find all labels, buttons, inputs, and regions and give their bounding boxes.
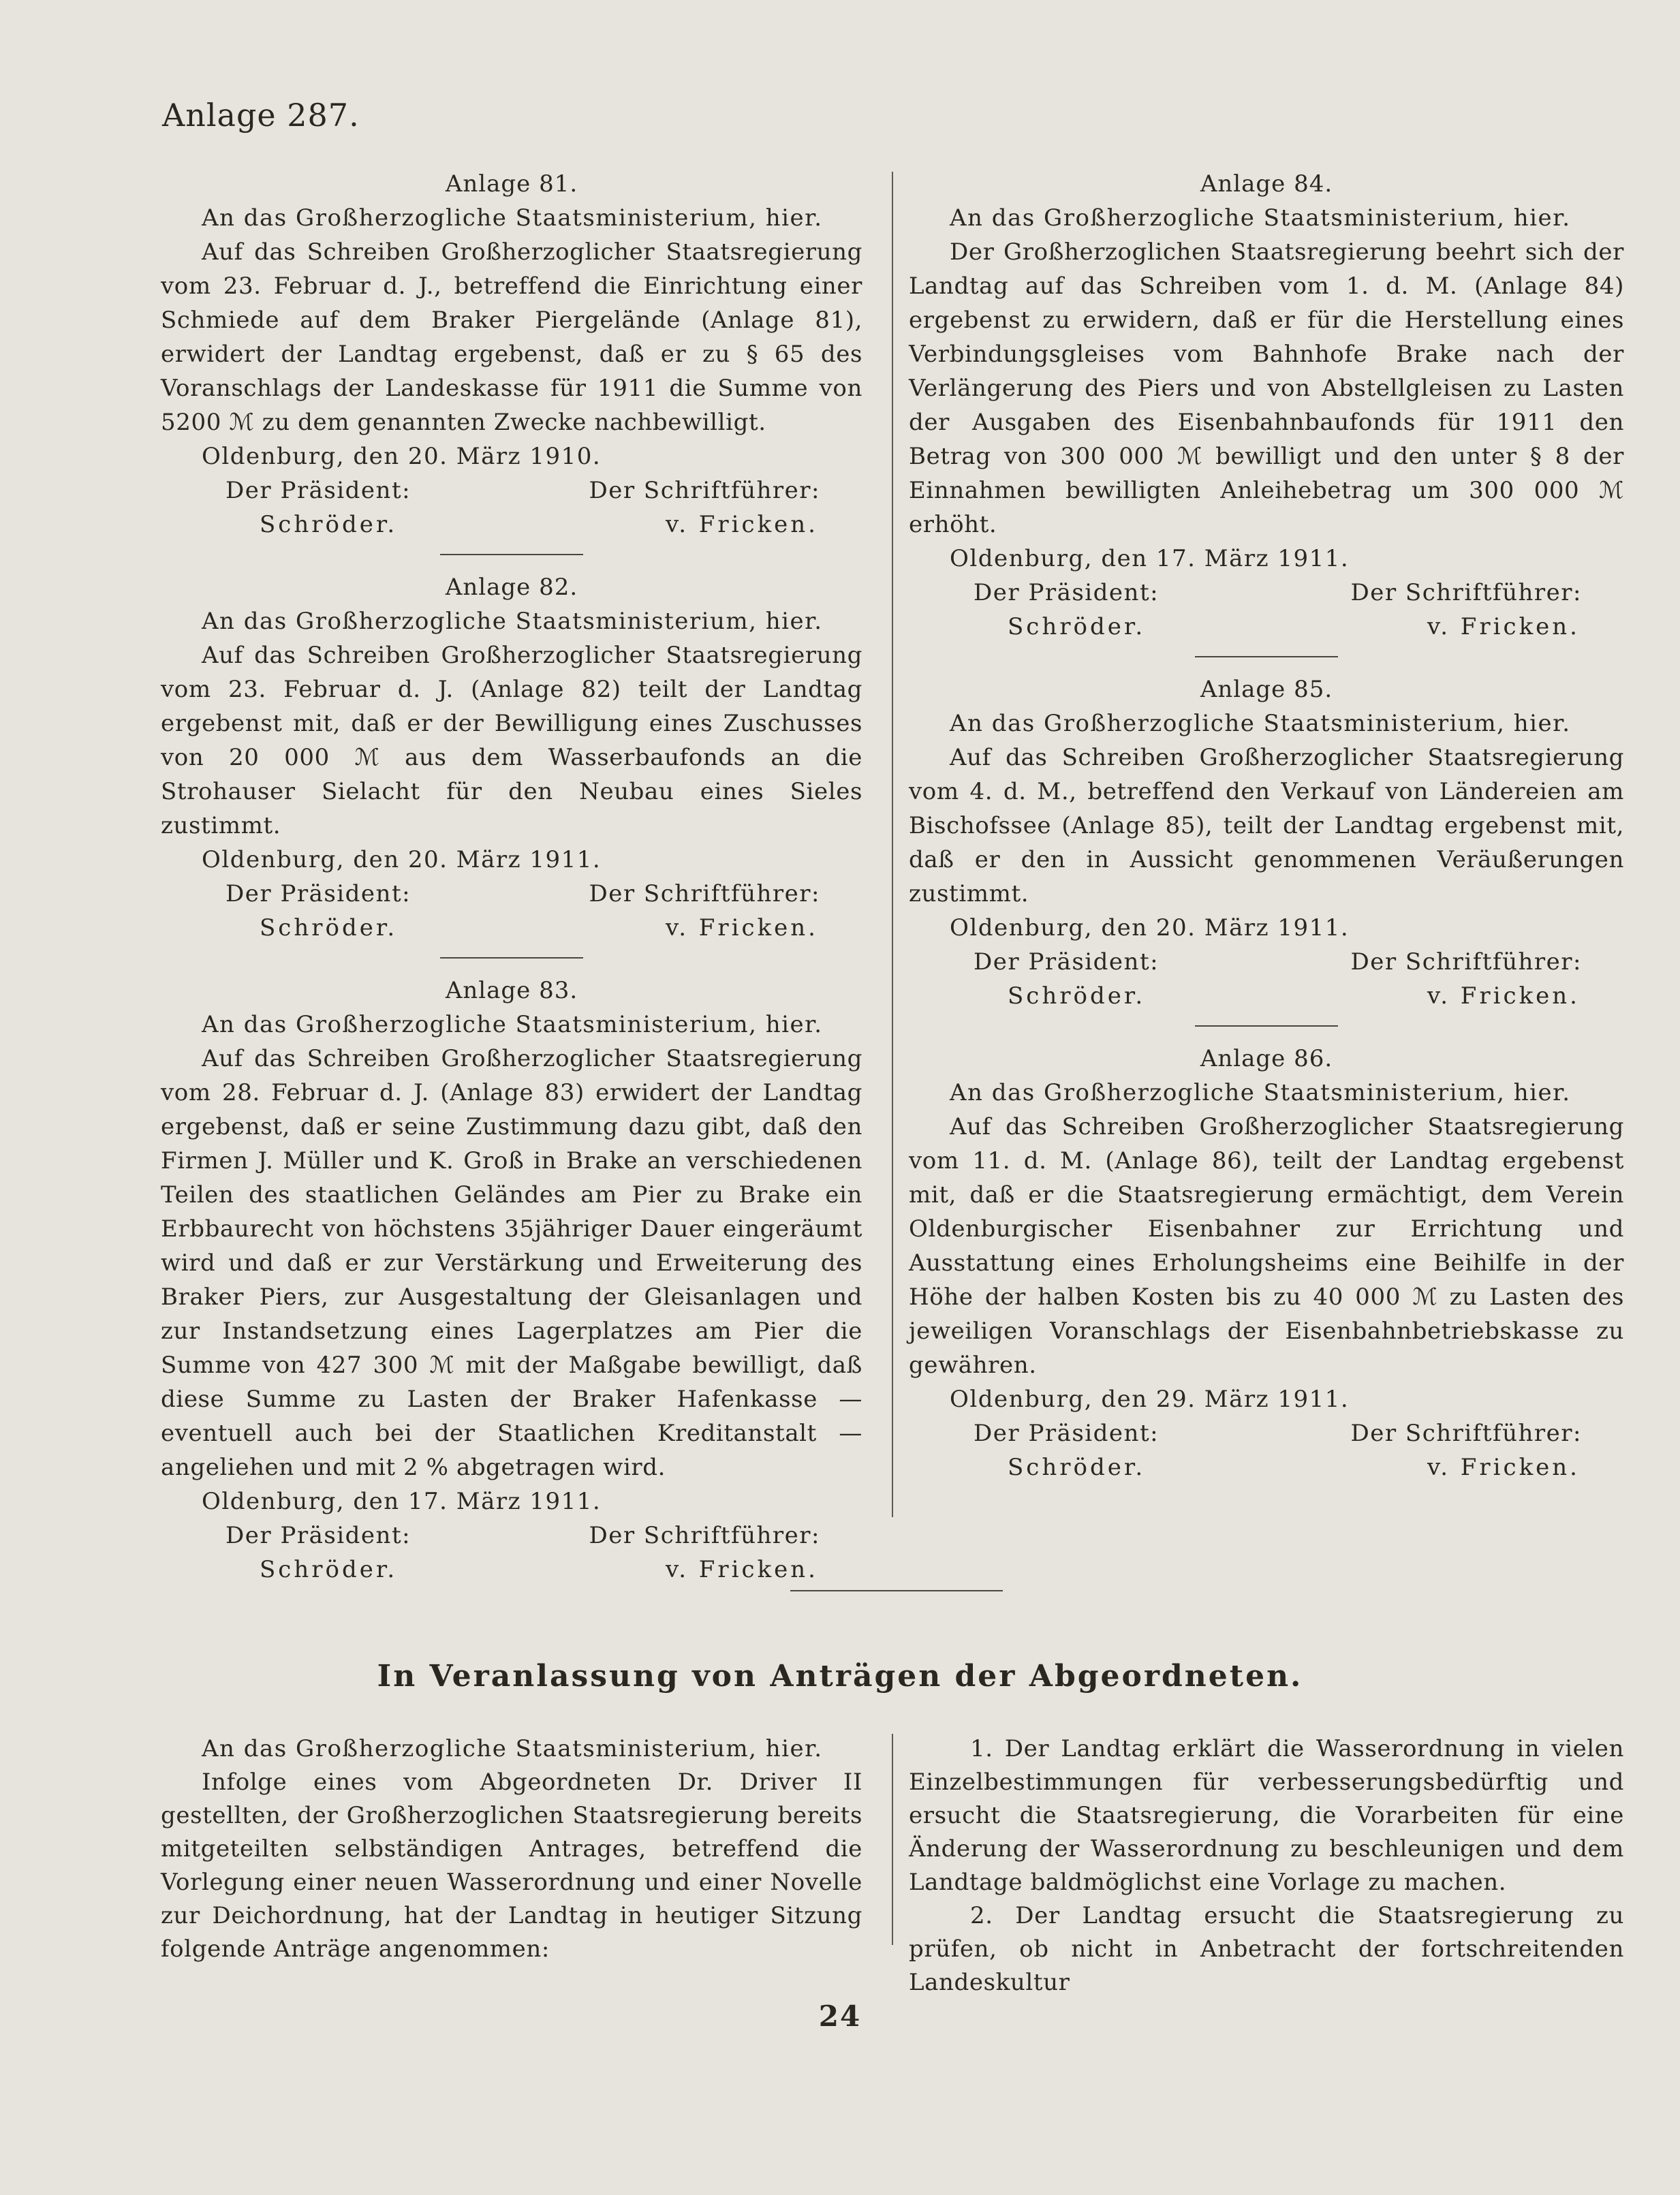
president-label: Der Präsident: — [974, 948, 1160, 976]
president-name: Schröder. — [1008, 982, 1146, 1010]
anlage-title: Anlage 83. — [445, 977, 578, 1004]
section-heading: In Veranlassung von Anträgen der Abgeordneten. — [377, 1659, 1303, 1694]
letter-body: Auf das Schreiben Großherzoglicher Staatsregierung vom 11. d. M. (Anlage 86), teilt der Landtag ergebenst mit, daß er die Staatsregierung ermächtigt, dem Verein Oldenburgischer Eisenbahner zur Errichtung und Ausstattung eines Erholungsheims eine Beihilfe in der Höhe der halben Kosten bis zu 40 000 ℳ zu Lasten des jeweiligen Voranschlags der Eisenbahnbetriebskasse zu gewähren. — [909, 1113, 1624, 1379]
secretary-name: v. Fricken. — [666, 511, 818, 538]
secretary-label: Der Schriftführer: — [589, 477, 820, 504]
letter-body: Der Großherzoglichen Staatsregierung beehrt sich der Landtag auf das Schreiben vom 1. d. M. (Anlage 84) ergebenst zu erwidern, daß er für die Herstellung eines Verbindungsgleises vom Bahnhofe Brake nach der Verlängerung des Piers und von Abstellgleisen zu Lasten der Ausgaben des Eisenbahnbaufonds für 1911 den Betrag von 300 000 ℳ bewilligt und den unter § 8 der Einnahmen bewilligten Anleihebetrag um 300 000 ℳ erhöht. — [909, 238, 1624, 538]
date-line: Oldenburg, den 29. März 1911. — [950, 1386, 1350, 1413]
anlage-title: Anlage 84. — [1200, 170, 1333, 198]
section-separator — [440, 957, 583, 959]
anlage-84 — [909, 167, 1624, 657]
section-separator — [440, 554, 583, 555]
letter-body: Auf das Schreiben Großherzoglicher Staatsregierung vom 4. d. M., betreffend den Verkauf von Ländereien am Bischofssee (Anlage 85), teilt der Landtag ergebenst mit, daß er den in Aussicht genommenen Veräußerungen zustimmt. — [909, 744, 1624, 907]
president-name: Schröder. — [260, 1556, 398, 1583]
addressee: An das Großherzogliche Staatsministerium, hier. — [950, 1079, 1571, 1106]
column-divider-top — [892, 172, 893, 1517]
anlage-86 — [909, 1042, 1624, 1484]
secretary-name: v. Fricken. — [666, 914, 818, 941]
anlage-81 — [161, 167, 862, 555]
president-name: Schröder. — [1008, 1454, 1146, 1481]
section-separator — [1195, 1025, 1338, 1027]
section-separator — [1195, 656, 1338, 657]
signature-names — [161, 1553, 862, 1587]
addressee: An das Großherzogliche Staatsministerium, hier. — [202, 608, 823, 635]
president-label: Der Präsident: — [974, 579, 1160, 606]
anlage-82 — [161, 570, 862, 959]
date-line: Oldenburg, den 20. März 1911. — [950, 914, 1350, 941]
president-label: Der Präsident: — [225, 880, 411, 907]
signature-names — [161, 508, 862, 542]
date-line: Oldenburg, den 17. März 1911. — [950, 545, 1350, 572]
bottom-right-column — [909, 1732, 1624, 1999]
bottom-left-column — [161, 1732, 862, 1966]
signature-labels — [161, 1519, 862, 1553]
secretary-name: v. Fricken. — [666, 1556, 818, 1583]
letter-body: Auf das Schreiben Großherzoglicher Staatsregierung vom 23. Februar d. J. (Anlage 82) teilt der Landtag ergebenst mit, daß er der Bewilligung eines Zuschusses von 20 000 ℳ aus dem Wasserbaufonds an die Strohauser Sielacht für den Neubau eines Sieles zustimmt. — [161, 642, 862, 839]
addressee: An das Großherzogliche Staatsministerium, hier. — [202, 1011, 823, 1038]
signature-names — [909, 979, 1624, 1013]
resolution-item-1: 1. Der Landtag erklärt die Wasserordnung in vielen Einzelbestimmungen für verbesserungsbedürftig und ersucht die Staatsregierung, die Vorarbeiten für eine Änderung der Wasserordnung zu beschleunigen und dem Landtage baldmöglichst eine Vorlage zu machen. — [909, 1735, 1624, 1896]
anlage-title: Anlage 82. — [445, 574, 578, 601]
letter-body: Auf das Schreiben Großherzoglicher Staatsregierung vom 28. Februar d. J. (Anlage 83) erwidert der Landtag ergebenst, daß er seine Zustimmung dazu gibt, daß den Firmen J. Müller und K. Groß in Brake an verschiedenen Teilen des staatlichen Geländes am Pier zu Brake ein Erbbaurecht von höchstens 35jähriger Dauer eingeräumt wird und daß er zur Verstärkung und Erweiterung des Braker Piers, zur Ausgestaltung der Gleisanlagen und zur Instandsetzung eines Lagerplatzes am Pier die Summe von 427 300 ℳ mit der Maßgabe bewilligt, daß diese Summe zu Lasten der Braker Hafenkasse — eventuell auch bei der Staatlichen Kreditanstalt — angeliehen und mit 2 % abgetragen wird. — [161, 1045, 862, 1481]
date-line: Oldenburg, den 20. März 1910. — [202, 443, 602, 470]
signature-names — [161, 911, 862, 945]
page-header: Anlage 287. — [162, 97, 360, 134]
secretary-name: v. Fricken. — [1427, 613, 1580, 640]
letter-body: Auf das Schreiben Großherzoglicher Staatsregierung vom 23. Februar d. J., betreffend die Einrichtung einer Schmiede auf dem Braker Piergelände (Anlage 81), erwidert der Landtag ergebenst, daß er zu § 65 des Voranschlags der Landeskasse für 1911 die Summe von 5200 ℳ zu dem genannten Zwecke nachbewilligt. — [161, 238, 862, 436]
secretary-name: v. Fricken. — [1427, 1454, 1580, 1481]
signature-names — [909, 610, 1624, 644]
letter-body: Infolge eines vom Abgeordneten Dr. Driver II gestellten, der Großherzoglichen Staatsregierung bereits mitgeteilten selbständigen Antrages, betreffend die Vorlegung einer neuen Wasserordnung und einer Novelle zur Deichordnung, hat der Landtag in heutiger Sitzung folgende Anträge angenommen: — [161, 1769, 862, 1963]
anlage-title: Anlage 81. — [445, 170, 578, 198]
signature-labels — [909, 945, 1624, 979]
signature-labels — [161, 473, 862, 508]
anlage-title: Anlage 85. — [1200, 676, 1333, 703]
addressee: An das Großherzogliche Staatsministerium, hier. — [950, 204, 1571, 232]
secretary-label: Der Schriftführer: — [1350, 948, 1582, 976]
date-line: Oldenburg, den 20. März 1911. — [202, 846, 602, 873]
anlage-85 — [909, 672, 1624, 1027]
page-number: 24 — [818, 1999, 862, 2033]
date-line: Oldenburg, den 17. März 1911. — [202, 1488, 602, 1515]
addressee: An das Großherzogliche Staatsministerium, hier. — [202, 204, 823, 232]
secretary-label: Der Schriftführer: — [589, 1522, 820, 1549]
signature-names — [909, 1450, 1624, 1484]
signature-labels — [909, 576, 1624, 610]
signature-labels — [909, 1416, 1624, 1450]
column-divider-bottom — [892, 1734, 893, 1945]
center-separator — [790, 1590, 1003, 1591]
president-name: Schröder. — [260, 914, 398, 941]
secretary-label: Der Schriftführer: — [589, 880, 820, 907]
anlage-title: Anlage 86. — [1200, 1045, 1333, 1072]
resolution-item-2: 2. Der Landtag ersucht die Staatsregierung zu prüfen, ob nicht in Anbetracht der fortschreitenden Landeskultur — [909, 1902, 1624, 1996]
secretary-label: Der Schriftführer: — [1350, 1420, 1582, 1447]
president-label: Der Präsident: — [225, 1522, 411, 1549]
signature-labels — [161, 877, 862, 911]
right-column — [909, 167, 1624, 1484]
president-label: Der Präsident: — [225, 477, 411, 504]
president-label: Der Präsident: — [974, 1420, 1160, 1447]
addressee: An das Großherzogliche Staatsministerium, hier. — [950, 710, 1571, 737]
left-column — [161, 167, 862, 1587]
anlage-83 — [161, 974, 862, 1587]
addressee: An das Großherzogliche Staatsministerium, hier. — [202, 1735, 823, 1762]
secretary-name: v. Fricken. — [1427, 982, 1580, 1010]
president-name: Schröder. — [1008, 613, 1146, 640]
president-name: Schröder. — [260, 511, 398, 538]
secretary-label: Der Schriftführer: — [1350, 579, 1582, 606]
